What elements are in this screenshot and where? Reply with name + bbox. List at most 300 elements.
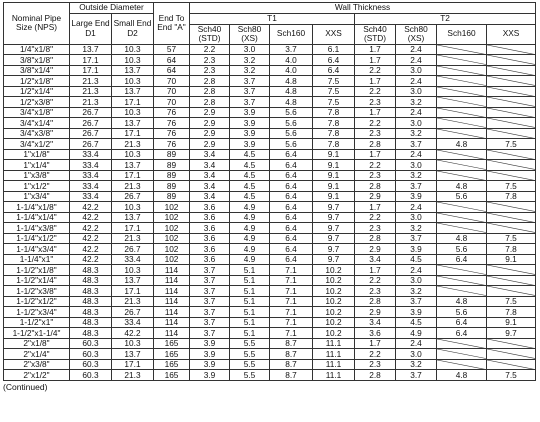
- table-cell: 3.9: [396, 307, 437, 318]
- table-cell: 13.7: [112, 160, 154, 171]
- diagonal-slash-icon: [437, 150, 486, 160]
- table-cell: 1.7: [355, 76, 396, 87]
- table-row: [4, 139, 536, 150]
- not-applicable-cell: [487, 212, 536, 223]
- table-row: [4, 296, 536, 307]
- table-cell: 114: [154, 317, 190, 328]
- table-cell: 3/4"x1/4": [4, 118, 70, 129]
- table-cell: 10.3: [112, 265, 154, 276]
- table-cell: 2.8: [190, 76, 230, 87]
- table-cell: 17.1: [112, 97, 154, 108]
- table-cell: 3.9: [396, 244, 437, 255]
- table-cell: 10.3: [112, 76, 154, 87]
- table-cell: 6.1: [313, 44, 355, 55]
- table-cell: 2.4: [396, 44, 437, 55]
- table-cell: 1.7: [355, 149, 396, 160]
- table-row: [4, 118, 536, 129]
- table-cell: 4.9: [230, 202, 270, 213]
- table-cell: 3.7: [190, 328, 230, 339]
- header-t2-xxs: XXS: [487, 24, 536, 44]
- table-cell: 3.2: [396, 286, 437, 297]
- table-cell: 4.8: [437, 370, 487, 381]
- table-row: [4, 317, 536, 328]
- not-applicable-cell: [487, 97, 536, 108]
- table-cell: 5.6: [270, 107, 313, 118]
- table-cell: 3.0: [396, 65, 437, 76]
- not-applicable-cell: [437, 65, 487, 76]
- table-cell: 3.9: [190, 338, 230, 349]
- header-nps: Nominal Pipe Size (NPS): [4, 3, 70, 45]
- table-cell: 4.8: [437, 139, 487, 150]
- not-applicable-cell: [487, 160, 536, 171]
- not-applicable-cell: [437, 202, 487, 213]
- table-cell: 5.5: [230, 338, 270, 349]
- table-cell: 33.4: [70, 181, 112, 192]
- table-cell: 7.8: [313, 128, 355, 139]
- diagonal-slash-icon: [437, 66, 486, 76]
- table-cell: 5.6: [437, 191, 487, 202]
- table-cell: 114: [154, 286, 190, 297]
- table-cell: 7.1: [270, 275, 313, 286]
- table-cell: 8.7: [270, 370, 313, 381]
- table-cell: 57: [154, 44, 190, 55]
- table-cell: 1/4"x1/8": [4, 44, 70, 55]
- table-cell: 2.2: [355, 212, 396, 223]
- table-row: [4, 338, 536, 349]
- diagonal-slash-icon: [487, 339, 535, 349]
- table-cell: 3.7: [230, 97, 270, 108]
- header-outside-diameter: Outside Diameter: [70, 3, 154, 14]
- table-cell: 4.5: [230, 170, 270, 181]
- table-cell: 6.4: [270, 149, 313, 160]
- diagonal-slash-icon: [487, 108, 535, 118]
- not-applicable-cell: [437, 338, 487, 349]
- pipe-reducer-dimension-table: [3, 2, 536, 381]
- header-t2-sch160: Sch160: [437, 24, 487, 44]
- table-cell: 8.7: [270, 359, 313, 370]
- table-cell: 3.9: [190, 349, 230, 360]
- table-cell: 26.7: [112, 244, 154, 255]
- table-cell: 9.1: [487, 317, 536, 328]
- table-cell: 102: [154, 202, 190, 213]
- header-small-end: Small End D2: [112, 14, 154, 45]
- table-cell: 42.2: [70, 212, 112, 223]
- table-cell: 4.5: [396, 317, 437, 328]
- table-cell: 2.4: [396, 76, 437, 87]
- not-applicable-cell: [487, 107, 536, 118]
- diagonal-slash-icon: [437, 286, 486, 296]
- table-cell: 7.5: [487, 233, 536, 244]
- diagonal-slash-icon: [437, 118, 486, 128]
- table-cell: 21.3: [112, 181, 154, 192]
- table-cell: 2.8: [355, 296, 396, 307]
- table-cell: 3.0: [230, 44, 270, 55]
- table-cell: 64: [154, 55, 190, 66]
- table-cell: 48.3: [70, 265, 112, 276]
- not-applicable-cell: [487, 286, 536, 297]
- table-cell: 1/2"x1/4": [4, 86, 70, 97]
- header-t2-sch40: Sch40 (STD): [355, 24, 396, 44]
- diagonal-slash-icon: [487, 202, 535, 212]
- table-cell: 7.1: [270, 286, 313, 297]
- table-cell: 3.7: [190, 307, 230, 318]
- table-cell: 102: [154, 223, 190, 234]
- diagonal-slash-icon: [487, 45, 535, 55]
- diagonal-slash-icon: [437, 202, 486, 212]
- table-cell: 3.7: [396, 181, 437, 192]
- table-cell: 10.2: [313, 307, 355, 318]
- table-cell: 6.4: [313, 65, 355, 76]
- table-cell: 102: [154, 254, 190, 265]
- table-row: [4, 275, 536, 286]
- table-row: [4, 76, 536, 87]
- table-cell: 10.2: [313, 296, 355, 307]
- diagonal-slash-icon: [437, 87, 486, 97]
- table-row: [4, 44, 536, 55]
- table-cell: 6.4: [270, 181, 313, 192]
- table-cell: 21.3: [70, 97, 112, 108]
- table-cell: 11.1: [313, 370, 355, 381]
- diagonal-slash-icon: [487, 286, 535, 296]
- table-cell: 6.4: [270, 160, 313, 171]
- table-cell: 4.8: [437, 233, 487, 244]
- table-cell: 9.7: [313, 233, 355, 244]
- table-cell: 76: [154, 139, 190, 150]
- table-cell: 60.3: [70, 338, 112, 349]
- table-row: [4, 65, 536, 76]
- header-large-end: Large End D1: [70, 14, 112, 45]
- table-cell: 89: [154, 149, 190, 160]
- table-row: [4, 223, 536, 234]
- table-cell: 2.4: [396, 265, 437, 276]
- table-cell: 5.1: [230, 275, 270, 286]
- table-cell: 1-1/4"x3/8": [4, 223, 70, 234]
- table-cell: 165: [154, 370, 190, 381]
- table-cell: 60.3: [70, 370, 112, 381]
- table-cell: 114: [154, 265, 190, 276]
- table-cell: 10.3: [112, 107, 154, 118]
- diagonal-slash-icon: [437, 55, 486, 65]
- table-cell: 10.3: [112, 149, 154, 160]
- table-cell: 4.8: [437, 296, 487, 307]
- table-cell: 13.7: [112, 275, 154, 286]
- table-cell: 3.9: [230, 107, 270, 118]
- not-applicable-cell: [487, 86, 536, 97]
- table-cell: 3.0: [396, 275, 437, 286]
- not-applicable-cell: [437, 170, 487, 181]
- not-applicable-cell: [437, 44, 487, 55]
- table-cell: 3.0: [396, 160, 437, 171]
- not-applicable-cell: [437, 223, 487, 234]
- table-cell: 1-1/4"x1/2": [4, 233, 70, 244]
- table-cell: 7.8: [487, 191, 536, 202]
- table-cell: 3/4"x1/2": [4, 139, 70, 150]
- table-cell: 33.4: [70, 149, 112, 160]
- table-cell: 2.9: [190, 139, 230, 150]
- diagonal-slash-icon: [487, 276, 535, 286]
- table-cell: 1-1/4"x1/8": [4, 202, 70, 213]
- table-row: [4, 128, 536, 139]
- not-applicable-cell: [487, 65, 536, 76]
- table-cell: 1-1/2"x1/2": [4, 296, 70, 307]
- table-cell: 1-1/4"x3/4": [4, 244, 70, 255]
- table-row: [4, 254, 536, 265]
- table-cell: 2"x1/4": [4, 349, 70, 360]
- table-cell: 6.4: [270, 191, 313, 202]
- table-cell: 6.4: [270, 254, 313, 265]
- table-cell: 165: [154, 359, 190, 370]
- diagonal-slash-icon: [487, 129, 535, 139]
- table-cell: 1"x1/4": [4, 160, 70, 171]
- table-cell: 48.3: [70, 275, 112, 286]
- not-applicable-cell: [437, 107, 487, 118]
- table-cell: 3.4: [355, 254, 396, 265]
- table-cell: 3.0: [396, 86, 437, 97]
- table-cell: 114: [154, 328, 190, 339]
- table-cell: 11.1: [313, 359, 355, 370]
- table-cell: 2.4: [396, 202, 437, 213]
- not-applicable-cell: [487, 128, 536, 139]
- table-cell: 4.5: [230, 160, 270, 171]
- table-row: [4, 149, 536, 160]
- table-cell: 17.1: [112, 170, 154, 181]
- table-cell: 1-1/2"x3/8": [4, 286, 70, 297]
- table-cell: 3.2: [396, 223, 437, 234]
- header-t2: T2: [355, 14, 536, 25]
- table-row: [4, 212, 536, 223]
- table-cell: 70: [154, 86, 190, 97]
- table-cell: 17.1: [112, 286, 154, 297]
- table-cell: 89: [154, 160, 190, 171]
- table-cell: 11.1: [313, 338, 355, 349]
- not-applicable-cell: [437, 349, 487, 360]
- table-cell: 48.3: [70, 307, 112, 318]
- table-cell: 7.5: [487, 139, 536, 150]
- table-cell: 3.2: [230, 55, 270, 66]
- table-cell: 2.3: [355, 97, 396, 108]
- table-cell: 89: [154, 170, 190, 181]
- not-applicable-cell: [487, 170, 536, 181]
- not-applicable-cell: [437, 286, 487, 297]
- table-cell: 4.8: [270, 97, 313, 108]
- table-cell: 3.7: [270, 44, 313, 55]
- table-cell: 6.4: [437, 254, 487, 265]
- table-cell: 76: [154, 118, 190, 129]
- table-cell: 21.3: [112, 296, 154, 307]
- table-cell: 4.8: [437, 181, 487, 192]
- table-cell: 1-1/4"x1/4": [4, 212, 70, 223]
- table-cell: 1-1/2"x1/4": [4, 275, 70, 286]
- table-cell: 1"x1/8": [4, 149, 70, 160]
- table-cell: 7.5: [313, 97, 355, 108]
- table-cell: 5.6: [270, 118, 313, 129]
- table-row: [4, 191, 536, 202]
- table-cell: 5.5: [230, 359, 270, 370]
- table-cell: 10.2: [313, 328, 355, 339]
- table-cell: 1.7: [355, 265, 396, 276]
- header-end-to-end: End To End "A": [154, 3, 190, 45]
- table-cell: 4.9: [230, 233, 270, 244]
- not-applicable-cell: [487, 55, 536, 66]
- table-cell: 7.1: [270, 265, 313, 276]
- table-cell: 17.1: [112, 359, 154, 370]
- table-cell: 4.5: [396, 254, 437, 265]
- not-applicable-cell: [437, 97, 487, 108]
- table-cell: 6.4: [313, 55, 355, 66]
- diagonal-slash-icon: [437, 45, 486, 55]
- not-applicable-cell: [487, 275, 536, 286]
- table-cell: 1"x3/4": [4, 191, 70, 202]
- diagonal-slash-icon: [437, 213, 486, 223]
- table-cell: 7.8: [313, 107, 355, 118]
- table-cell: 9.7: [313, 202, 355, 213]
- table-cell: 42.2: [70, 233, 112, 244]
- table-cell: 13.7: [112, 349, 154, 360]
- diagonal-slash-icon: [437, 265, 486, 275]
- table-row: [4, 359, 536, 370]
- table-cell: 3.6: [190, 254, 230, 265]
- table-cell: 33.4: [112, 317, 154, 328]
- table-cell: 5.1: [230, 328, 270, 339]
- table-row: [4, 181, 536, 192]
- diagonal-slash-icon: [437, 349, 486, 359]
- diagonal-slash-icon: [437, 171, 486, 181]
- table-cell: 3.6: [355, 328, 396, 339]
- table-cell: 21.3: [70, 86, 112, 97]
- table-row: [4, 107, 536, 118]
- table-cell: 114: [154, 296, 190, 307]
- diagonal-slash-icon: [437, 360, 486, 370]
- table-cell: 4.5: [230, 181, 270, 192]
- table-cell: 10.3: [112, 55, 154, 66]
- table-cell: 2.9: [190, 118, 230, 129]
- diagonal-slash-icon: [437, 129, 486, 139]
- table-cell: 1"x3/8": [4, 170, 70, 181]
- not-applicable-cell: [437, 359, 487, 370]
- table-cell: 9.1: [313, 181, 355, 192]
- table-row: [4, 286, 536, 297]
- table-row: [4, 160, 536, 171]
- table-cell: 1.7: [355, 55, 396, 66]
- table-cell: 3.9: [230, 128, 270, 139]
- table-cell: 4.5: [230, 149, 270, 160]
- table-cell: 9.7: [487, 328, 536, 339]
- not-applicable-cell: [437, 275, 487, 286]
- table-cell: 17.1: [112, 223, 154, 234]
- table-cell: 10.3: [112, 338, 154, 349]
- table-cell: 2.2: [355, 349, 396, 360]
- table-cell: 3.9: [190, 359, 230, 370]
- table-cell: 7.5: [487, 296, 536, 307]
- table-cell: 2.8: [190, 86, 230, 97]
- table-cell: 7.8: [313, 139, 355, 150]
- diagonal-slash-icon: [487, 87, 535, 97]
- table-cell: 3.9: [230, 118, 270, 129]
- table-cell: 2.9: [190, 107, 230, 118]
- table-cell: 1-1/2"x1": [4, 317, 70, 328]
- table-cell: 3.0: [396, 118, 437, 129]
- table-cell: 2.4: [396, 149, 437, 160]
- table-row: [4, 170, 536, 181]
- table-cell: 2.2: [355, 160, 396, 171]
- table-cell: 3.6: [190, 233, 230, 244]
- table-cell: 8.7: [270, 338, 313, 349]
- table-cell: 42.2: [70, 202, 112, 213]
- table-row: [4, 328, 536, 339]
- table-cell: 2.9: [355, 191, 396, 202]
- table-row: [4, 97, 536, 108]
- table-cell: 5.5: [230, 370, 270, 381]
- table-cell: 48.3: [70, 296, 112, 307]
- table-row: [4, 265, 536, 276]
- table-row: [4, 233, 536, 244]
- table-cell: 10.3: [112, 202, 154, 213]
- table-cell: 7.5: [313, 86, 355, 97]
- table-cell: 102: [154, 212, 190, 223]
- not-applicable-cell: [487, 265, 536, 276]
- table-cell: 5.6: [437, 244, 487, 255]
- table-cell: 102: [154, 233, 190, 244]
- table-cell: 2.9: [190, 128, 230, 139]
- table-cell: 1/2"x3/8": [4, 97, 70, 108]
- table-cell: 7.5: [313, 76, 355, 87]
- table-body: [4, 44, 536, 380]
- table-cell: 9.7: [313, 254, 355, 265]
- diagonal-slash-icon: [437, 276, 486, 286]
- table-cell: 4.0: [270, 65, 313, 76]
- table-cell: 3.0: [396, 212, 437, 223]
- table-cell: 76: [154, 107, 190, 118]
- table-cell: 7.8: [313, 118, 355, 129]
- table-cell: 3.4: [190, 160, 230, 171]
- table-cell: 6.4: [437, 317, 487, 328]
- diagonal-slash-icon: [487, 76, 535, 86]
- table-row: [4, 370, 536, 381]
- not-applicable-cell: [437, 118, 487, 129]
- table-cell: 2.4: [396, 55, 437, 66]
- table-cell: 1/2"x1/8": [4, 76, 70, 87]
- table-cell: 13.7: [112, 86, 154, 97]
- not-applicable-cell: [437, 160, 487, 171]
- table-cell: 114: [154, 307, 190, 318]
- table-cell: 3.4: [190, 170, 230, 181]
- table-cell: 70: [154, 97, 190, 108]
- not-applicable-cell: [487, 44, 536, 55]
- table-cell: 2.4: [396, 338, 437, 349]
- not-applicable-cell: [487, 202, 536, 213]
- table-cell: 17.1: [70, 65, 112, 76]
- table-cell: 21.3: [112, 233, 154, 244]
- table-cell: 3.7: [190, 265, 230, 276]
- table-cell: 48.3: [70, 328, 112, 339]
- table-cell: 7.1: [270, 328, 313, 339]
- table-cell: 3.4: [190, 149, 230, 160]
- table-cell: 1.7: [355, 202, 396, 213]
- table-cell: 5.1: [230, 286, 270, 297]
- table-cell: 2.2: [355, 118, 396, 129]
- diagonal-slash-icon: [487, 360, 535, 370]
- table-cell: 6.4: [270, 170, 313, 181]
- table-cell: 2.3: [355, 223, 396, 234]
- table-cell: 2.9: [355, 244, 396, 255]
- table-cell: 10.2: [313, 317, 355, 328]
- table-cell: 21.3: [112, 139, 154, 150]
- table-cell: 5.1: [230, 317, 270, 328]
- table-cell: 7.1: [270, 317, 313, 328]
- table-cell: 4.0: [270, 55, 313, 66]
- table-cell: 4.5: [230, 191, 270, 202]
- table-cell: 2.2: [355, 65, 396, 76]
